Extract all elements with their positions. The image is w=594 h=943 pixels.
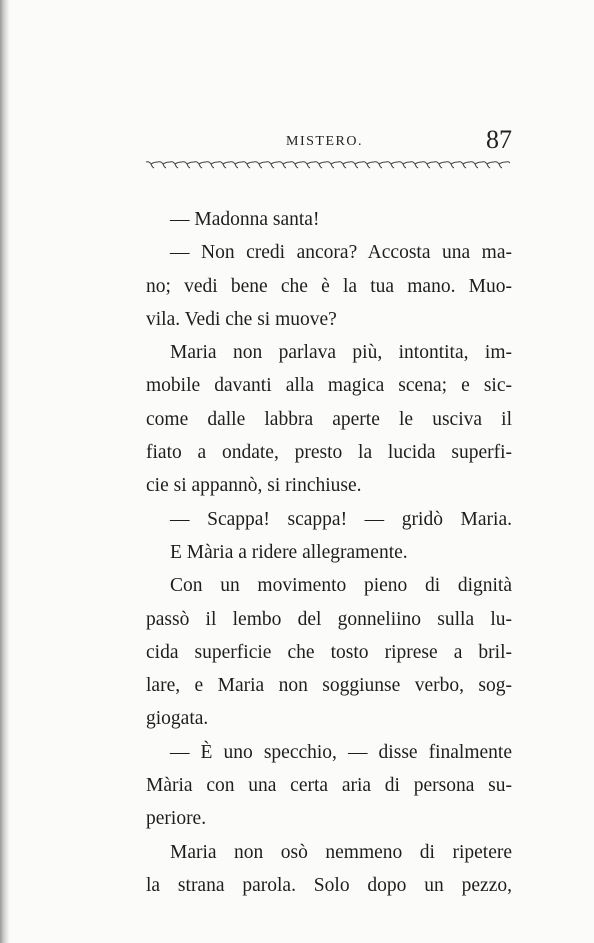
text-line-3: no; vedi bene che è la tua mano. Muo-: [146, 275, 512, 297]
text-line-4: vila. Vedi che si muove?: [146, 308, 337, 330]
text-line-7: come dalle labbra aperte le usciva il: [146, 408, 512, 430]
page-binding-edge: [0, 0, 10, 943]
text-line-20: Maria non osò nemmeno di ripetere: [170, 841, 512, 863]
decorative-vine-rule: [146, 160, 510, 170]
text-line-18: Mària con una certa aria di persona su-: [146, 775, 512, 797]
text-line-11: E Mària a ridere allegramente.: [170, 541, 408, 563]
text-line-13: passò il lembo del gonneliino sulla lu-: [146, 608, 512, 630]
text-line-12: Con un movimento pieno di dignità: [170, 575, 512, 597]
text-line-9: cie si appannò, si rinchiuse.: [146, 475, 362, 497]
text-line-10: — Scappa! scappa! — gridò Maria.: [170, 508, 512, 530]
text-line-1: — Madonna santa!: [170, 209, 320, 230]
text-line-14: cida superficie che tosto riprese a bril-: [146, 641, 512, 663]
text-line-15: lare, e Maria non soggiunse verbo, sog-: [146, 675, 512, 697]
text-line-21: la strana parola. Solo dopo un pezzo,: [146, 874, 512, 896]
text-line-19: periore.: [146, 808, 207, 830]
text-line-5: Maria non parlava più, intontita, im-: [170, 342, 512, 364]
text-line-17: — È uno specchio, — disse finalmente: [170, 741, 512, 763]
text-line-6: mobile davanti alla magica scena; e sic-: [146, 375, 512, 397]
body-text: [146, 203, 512, 902]
text-line-2: — Non credi ancora? Accosta una ma-: [170, 242, 512, 264]
page-number: 87: [486, 125, 512, 154]
running-header-title: MISTERO.: [286, 134, 363, 149]
text-line-16: giogata.: [146, 708, 209, 730]
text-line-8: fiato a ondate, presto la lucida superfi-: [146, 442, 512, 464]
